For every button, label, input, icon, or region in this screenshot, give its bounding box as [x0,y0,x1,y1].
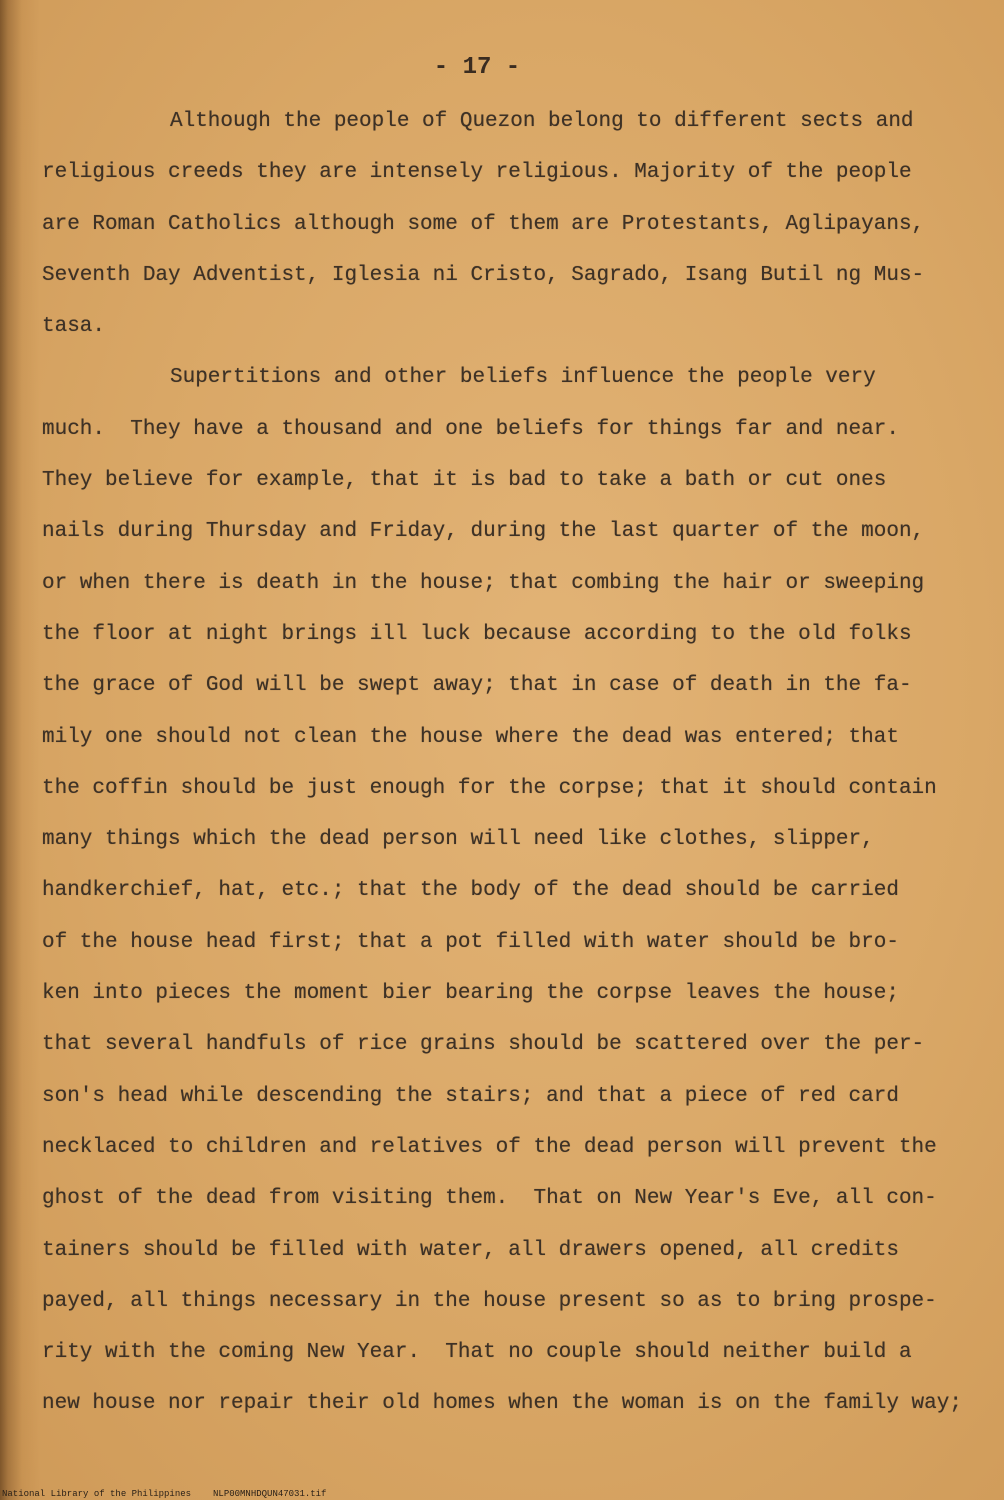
text-line: or when there is death in the house; that combing the hair or sweeping [42,571,925,595]
footer-library: National Library of the Philippines [2,1489,192,1499]
text-line: the coffin should be just enough for the corpse; that it should contain [42,776,937,800]
scan-footer [2,1488,326,1500]
text-line: handkerchief, hat, etc.; that the body of the dead should be carried [42,879,899,903]
text-line: new house nor repair their old homes when the woman is on the family way; [42,1392,962,1416]
text-line: the grace of God will be swept away; that in case of death in the fa- [42,674,912,698]
text-line: are Roman Catholics although some of them are Protestants, Aglipayans, [42,212,925,236]
text-line: that several handfuls of rice grains should be scattered over the per- [42,1033,925,1057]
text-line: tainers should be filled with water, all drawers opened, all credits [42,1238,899,1262]
text-line: the floor at night brings ill luck because according to the old folks [42,622,912,646]
text-line: tasa. [42,315,106,339]
text-line: mily one should not clean the house where the dead was entered; that [42,725,899,749]
footer-filename: NLP00MNHDQUN47031.tif [213,1489,327,1499]
text-line: nails during Thursday and Friday, during the last quarter of the moon, [42,520,925,544]
page-number: - 17 - [433,54,521,81]
paragraph [42,96,982,352]
text-line: son's head while descending the stairs; and that a piece of red card [42,1084,899,1108]
text-line: ken into pieces the moment bier bearing the corpse leaves the house; [42,982,899,1006]
text-line: payed, all things necessary in the house present so as to bring prospe- [42,1289,937,1313]
text-line: Supertitions and other beliefs influence the people very [170,366,876,390]
paragraph [42,352,982,1429]
text-line: necklaced to children and relatives of the dead person will prevent the [42,1135,937,1159]
body-text [42,96,982,1430]
text-line: of the house head first; that a pot filled with water should be bro- [42,930,899,954]
text-line: much. They have a thousand and one beliefs for things far and near. [42,417,899,441]
text-line: Although the people of Quezon belong to different sects and [170,110,914,133]
text-line: religious creeds they are intensely religious. Majority of the people [42,161,912,185]
text-line: Seventh Day Adventist, Iglesia ni Cristo, Sagrado, Isang Butil ng Mus- [42,263,925,287]
text-line: They believe for example, that it is bad to take a bath or cut ones [42,469,887,493]
text-line: many things which the dead person will need like clothes, slipper, [42,828,874,852]
text-line: rity with the coming New Year. That no couple should neither build a [42,1341,912,1365]
text-line: ghost of the dead from visiting them. That on New Year's Eve, all con- [42,1187,937,1211]
